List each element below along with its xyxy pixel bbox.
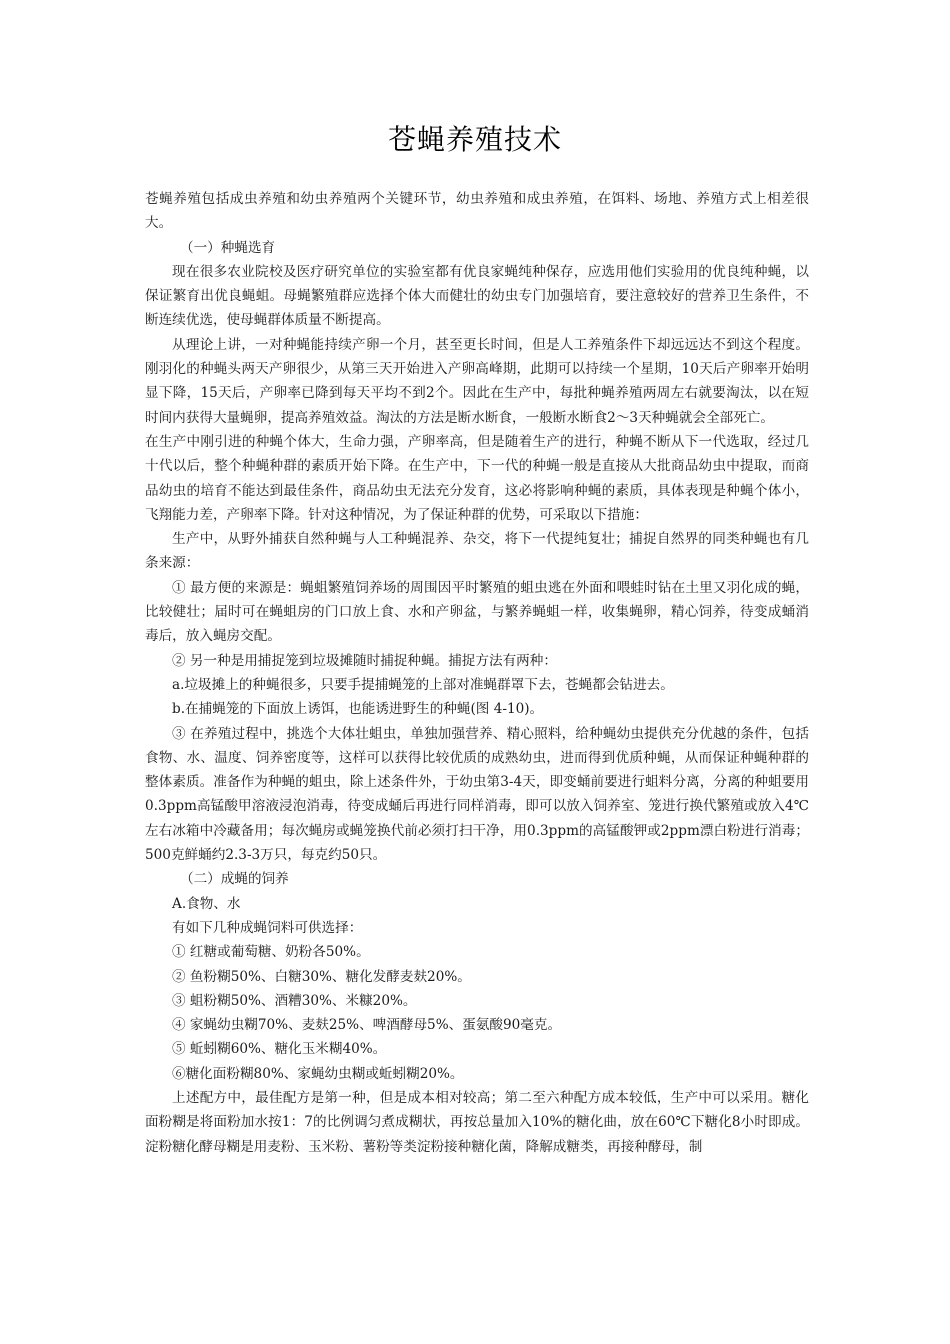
paragraph: b.在捕蝇笼的下面放上诱饵，也能诱进野生的种蝇(图 4-10)。 xyxy=(172,701,544,718)
paragraph: （一）种蝇选育 xyxy=(180,239,276,256)
paragraph: 在生产中刚引进的种蝇个体大，生命力强，产卵率高，但是随着生产的进行，种蝇不断从下一代选取，经过几十代以后，整个种蝇种群的素质开始下降。在生产中，下一代的种蝇一般是直接从大批商品幼虫中提取，而商品幼虫的培育不能达到最佳条件，商品幼虫无法充分发育，这必将影响种蝇的素质，具体表现是种蝇个体小，飞翔能力差，产卵率下降。针对这种情况，为了保证种群的优势，可采取以下措施： xyxy=(145,433,809,523)
paragraph: 上述配方中，最佳配方是第一种，但是成本相对较高；第二至六种配方成本较低，生产中可以采用。糖化面粉糊是将面粉加水按1：7的比例调匀煮成糊状，再按总量加入10%的糖化曲，放在60℃下糖化8小时即成。淀粉糖化酵母糊是用麦粉、玉米粉、薯粉等类淀粉接种糖化菌，降解成糖类，再接种酵母，制 xyxy=(145,1089,809,1155)
paragraph: A.食物、水 xyxy=(172,895,241,912)
document-title: 苍蝇养殖技术 xyxy=(387,123,562,156)
paragraph: ② 另一种是用捕捉笼到垃圾摊随时捕捉种蝇。捕捉方法有两种： xyxy=(172,652,557,669)
paragraph: ⑤ 蚯蚓糊60%、糖化玉米糊40%。 xyxy=(172,1041,387,1058)
paragraph: ① 红糖或葡萄糖、奶粉各50%。 xyxy=(172,944,370,961)
paragraph: ③ 在养殖过程中，挑选个大体壮蛆虫，单独加强营养、精心照料，给种蝇幼虫提供充分优越的条件，包括食物、水、温度、饲养密度等，这样可以获得比较优质的成熟幼虫，进而得到优质种蝇，从而保证种蝇种群的整体素质。准备作为种蝇的蛆虫，除上述条件外，于幼虫第3-4天，即变蛹前要进行蛆料分离，分离的种蛆要用0.3ppm高锰酸甲溶液浸泡消毒，待变成蛹后再进行同样消毒，即可以放入饲养室、笼进行换代繁殖或放入4℃左右冰箱中冷藏备用；每次蝇房或蝇笼换代前必须打扫干净，用0.3ppm的高锰酸钾或2ppm漂白粉进行消毒；500克鲜蛹约2.3-3万只，每克约50只。 xyxy=(145,725,809,864)
paragraph: a.垃圾摊上的种蝇很多，只要手提捕蝇笼的上部对准蝇群罩下去，苍蝇都会钻进去。 xyxy=(172,676,674,693)
paragraph: （二）成蝇的饲养 xyxy=(180,871,289,888)
paragraph: ③ 蛆粉糊50%、酒糟30%、米糠20%。 xyxy=(172,992,417,1009)
paragraph: ① 最方便的来源是：蝇蛆繁殖饲养场的周围因平时繁殖的蛆虫逃在外面和喂蛙时钻在土里又羽化成的蝇，比较健壮；届时可在蝇蛆房的门口放上食、水和产卵盆，与繁养蝇蛆一样，收集蝇卵，精心饲养，待变成蛹消毒后，放入蝇房交配。 xyxy=(145,579,809,645)
paragraph: 苍蝇养殖包括成虫养殖和幼虫养殖两个关键环节，幼虫养殖和成虫养殖，在饵料、场地、养殖方式上相差很大。 xyxy=(145,191,809,232)
paragraph: 生产中，从野外捕获自然种蝇与人工种蝇混养、杂交，将下一代提纯复壮；捕捉自然界的同类种蝇也有几条来源： xyxy=(145,531,809,572)
paragraph: ⑥糖化面粉糊80%、家蝇幼虫糊或蚯蚓糊20%。 xyxy=(172,1065,464,1082)
paragraph: 有如下几种成蝇饲料可供选择： xyxy=(172,919,363,936)
document-body xyxy=(145,187,809,1159)
paragraph: 现在很多农业院校及医疗研究单位的实验室都有优良家蝇纯种保存，应选用他们实验用的优良纯种蝇，以保证繁育出优良蝇蛆。母蝇繁殖群应选择个体大而健壮的幼虫专门加强培育，要注意较好的营养卫生条件，不断连续优选，使母蝇群体质量不断提高。 xyxy=(145,263,809,329)
paragraph: ② 鱼粉糊50%、白糖30%、糖化发酵麦麸20%。 xyxy=(172,968,471,985)
paragraph: ④ 家蝇幼虫糊70%、麦麸25%、啤酒酵母5%、蛋氨酸90毫克。 xyxy=(172,1017,562,1034)
paragraph: 从理论上讲，一对种蝇能持续产卵一个月，甚至更长时间，但是人工养殖条件下却远远达不到这个程度。刚羽化的种蝇头两天产卵很少，从第三天开始进入产卵高峰期，此期可以持续一个星期，10天后产卵率开始明显下降，15天后，产卵率已降到每天平均不到2个。因此在生产中，每批种蝇养殖两周左右就要淘汰，以在短时间内获得大量蝇卵，提高养殖效益。淘汰的方法是断水断食，一般断水断食2～3天种蝇就会全部死亡。 xyxy=(145,336,809,426)
